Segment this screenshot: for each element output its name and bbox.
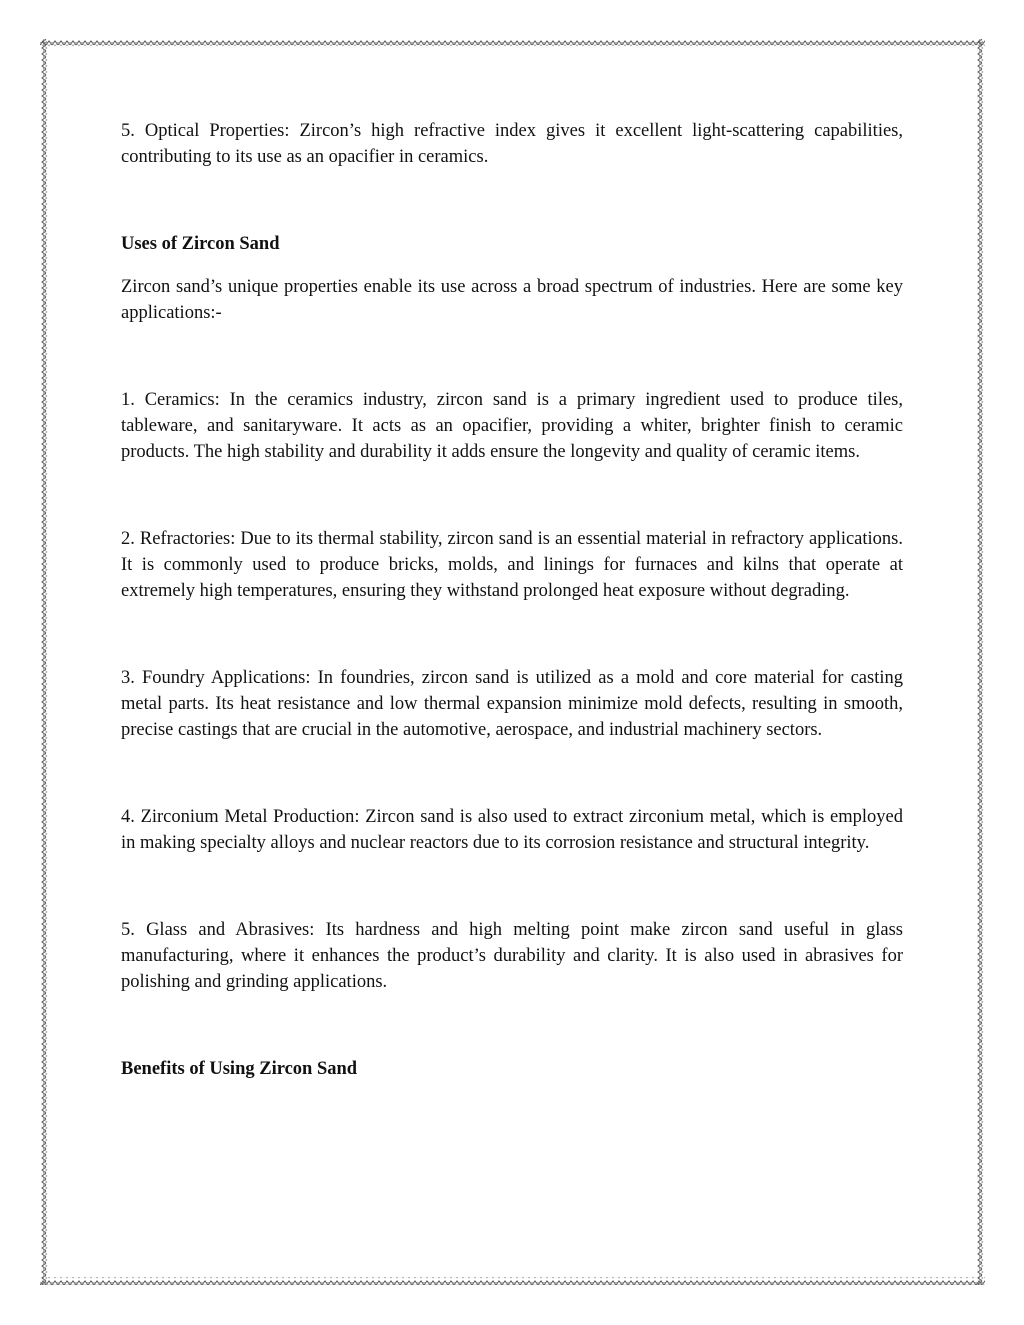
heading-benefits-of-using-zircon-sand: Benefits of Using Zircon Sand [121,1059,358,1079]
paragraph-refractories: 2. Refractories: Due to its thermal stability, zircon sand is an essential material in refractory applications. It is commonly used to produce bricks, molds, and linings for furnaces and kilns that operate at extremely high temperatures, ensuring they withstand prolonged heat exposure without degrading. [121,529,903,601]
paragraph-ceramics: 1. Ceramics: In the ceramics industry, zircon sand is a primary ingredient used to produce tiles, tableware, and sanitaryware. It acts as an opacifier, providing a whiter, brighter finish to ceramic products. The high stability and durability it adds ensure the longevity and quality of ceramic items. [121,390,903,462]
paragraph-uses-intro: Zircon sand’s unique properties enable its use across a broad spectrum of industries. Here are some key applications:- [121,277,903,323]
document-body [121,118,903,1082]
paragraph-zirconium-metal-production: 4. Zirconium Metal Production: Zircon sand is also used to extract zirconium metal, which is employed in making specialty alloys and nuclear reactors due to its corrosion resistance and structural integrity. [121,807,903,853]
paragraph-foundry-applications: 3. Foundry Applications: In foundries, zircon sand is utilized as a mold and core material for casting metal parts. Its heat resistance and low thermal expansion minimize mold defects, resulting in smooth, precise castings that are crucial in the automotive, aerospace, and industrial machinery sectors. [121,668,903,740]
heading-uses-of-zircon-sand: Uses of Zircon Sand [121,234,280,254]
paragraph-optical-properties: 5. Optical Properties: Zircon’s high refractive index gives it excellent light-scattering capabilities, contributing to its use as an opacifier in ceramics. [121,121,903,167]
paragraph-glass-and-abrasives: 5. Glass and Abrasives: Its hardness and high melting point make zircon sand useful in glass manufacturing, where it enhances the product’s durability and clarity. It is also used in abrasives for polishing and grinding applications. [121,920,903,992]
